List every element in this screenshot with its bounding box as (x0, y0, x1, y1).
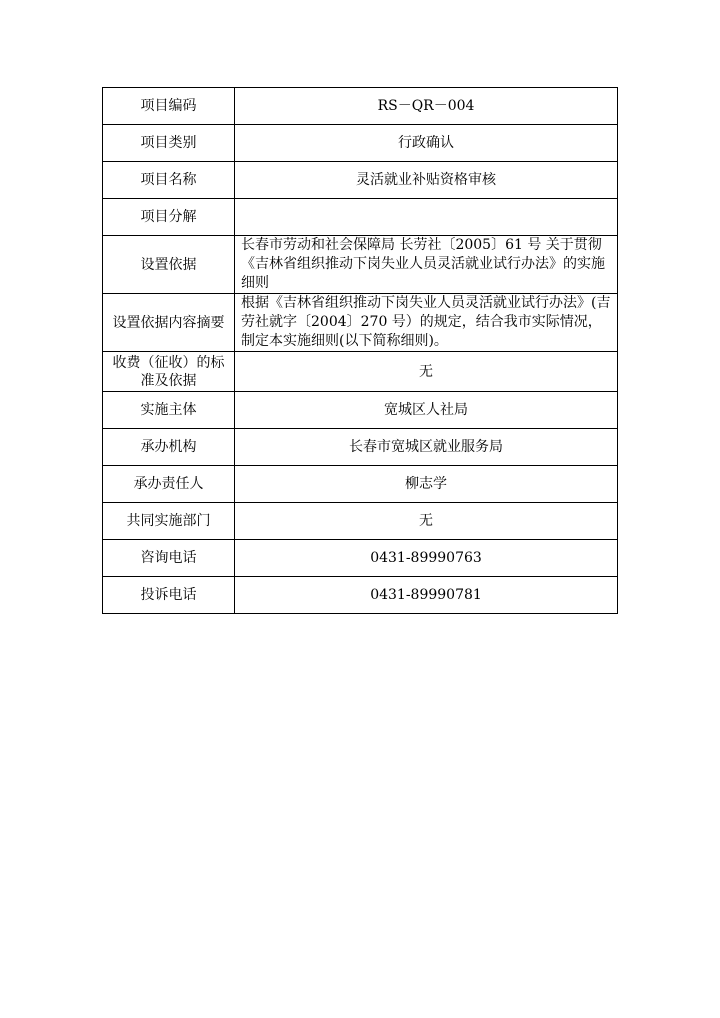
row-label: 咨询电话 (103, 540, 235, 577)
table-row-project-breakdown (103, 199, 618, 236)
table-row-fee-standard (103, 352, 618, 392)
row-value: 宽城区人社局 (235, 392, 618, 429)
row-label: 承办责任人 (103, 466, 235, 503)
row-value: 无 (235, 503, 618, 540)
row-label: 投诉电话 (103, 577, 235, 614)
row-value: RS－QR－004 (235, 88, 618, 125)
row-value: 无 (235, 352, 618, 392)
row-value: 长春市劳动和社会保障局 长劳社〔2005〕61 号 关于贯彻《吉林省组织推动下岗失业人员灵活就业试行办法》的实施细则 (235, 236, 618, 294)
table-row-joint-department (103, 503, 618, 540)
table-row-responsible-person (103, 466, 618, 503)
project-info-table (102, 87, 618, 614)
row-value: 0431-89990763 (235, 540, 618, 577)
table-row-basis (103, 236, 618, 294)
table-row-basis-summary (103, 294, 618, 352)
row-value: 根据《吉林省组织推动下岗失业人员灵活就业试行办法》(吉劳社就字〔2004〕270 号）的规定，结合我市实际情况，制定本实施细则(以下简称细则)。 (235, 294, 618, 352)
row-value: 柳志学 (235, 466, 618, 503)
table-row-implementing-body (103, 392, 618, 429)
table-row-project-category (103, 125, 618, 162)
row-label: 项目类别 (103, 125, 235, 162)
row-value: 行政确认 (235, 125, 618, 162)
table-row-project-code (103, 88, 618, 125)
document-page (102, 87, 618, 614)
row-label: 设置依据内容摘要 (103, 294, 235, 352)
row-value: 0431-89990781 (235, 577, 618, 614)
row-value: 灵活就业补贴资格审核 (235, 162, 618, 199)
table-row-complaint-phone (103, 577, 618, 614)
table-row-project-name (103, 162, 618, 199)
row-label: 设置依据 (103, 236, 235, 294)
row-label: 承办机构 (103, 429, 235, 466)
row-value: 长春市宽城区就业服务局 (235, 429, 618, 466)
row-label: 共同实施部门 (103, 503, 235, 540)
table-row-inquiry-phone (103, 540, 618, 577)
row-label: 收费（征收）的标准及依据 (103, 352, 235, 392)
table-row-handling-agency (103, 429, 618, 466)
row-label: 项目编码 (103, 88, 235, 125)
row-label: 项目分解 (103, 199, 235, 236)
row-value (235, 199, 618, 236)
row-label: 实施主体 (103, 392, 235, 429)
row-label: 项目名称 (103, 162, 235, 199)
